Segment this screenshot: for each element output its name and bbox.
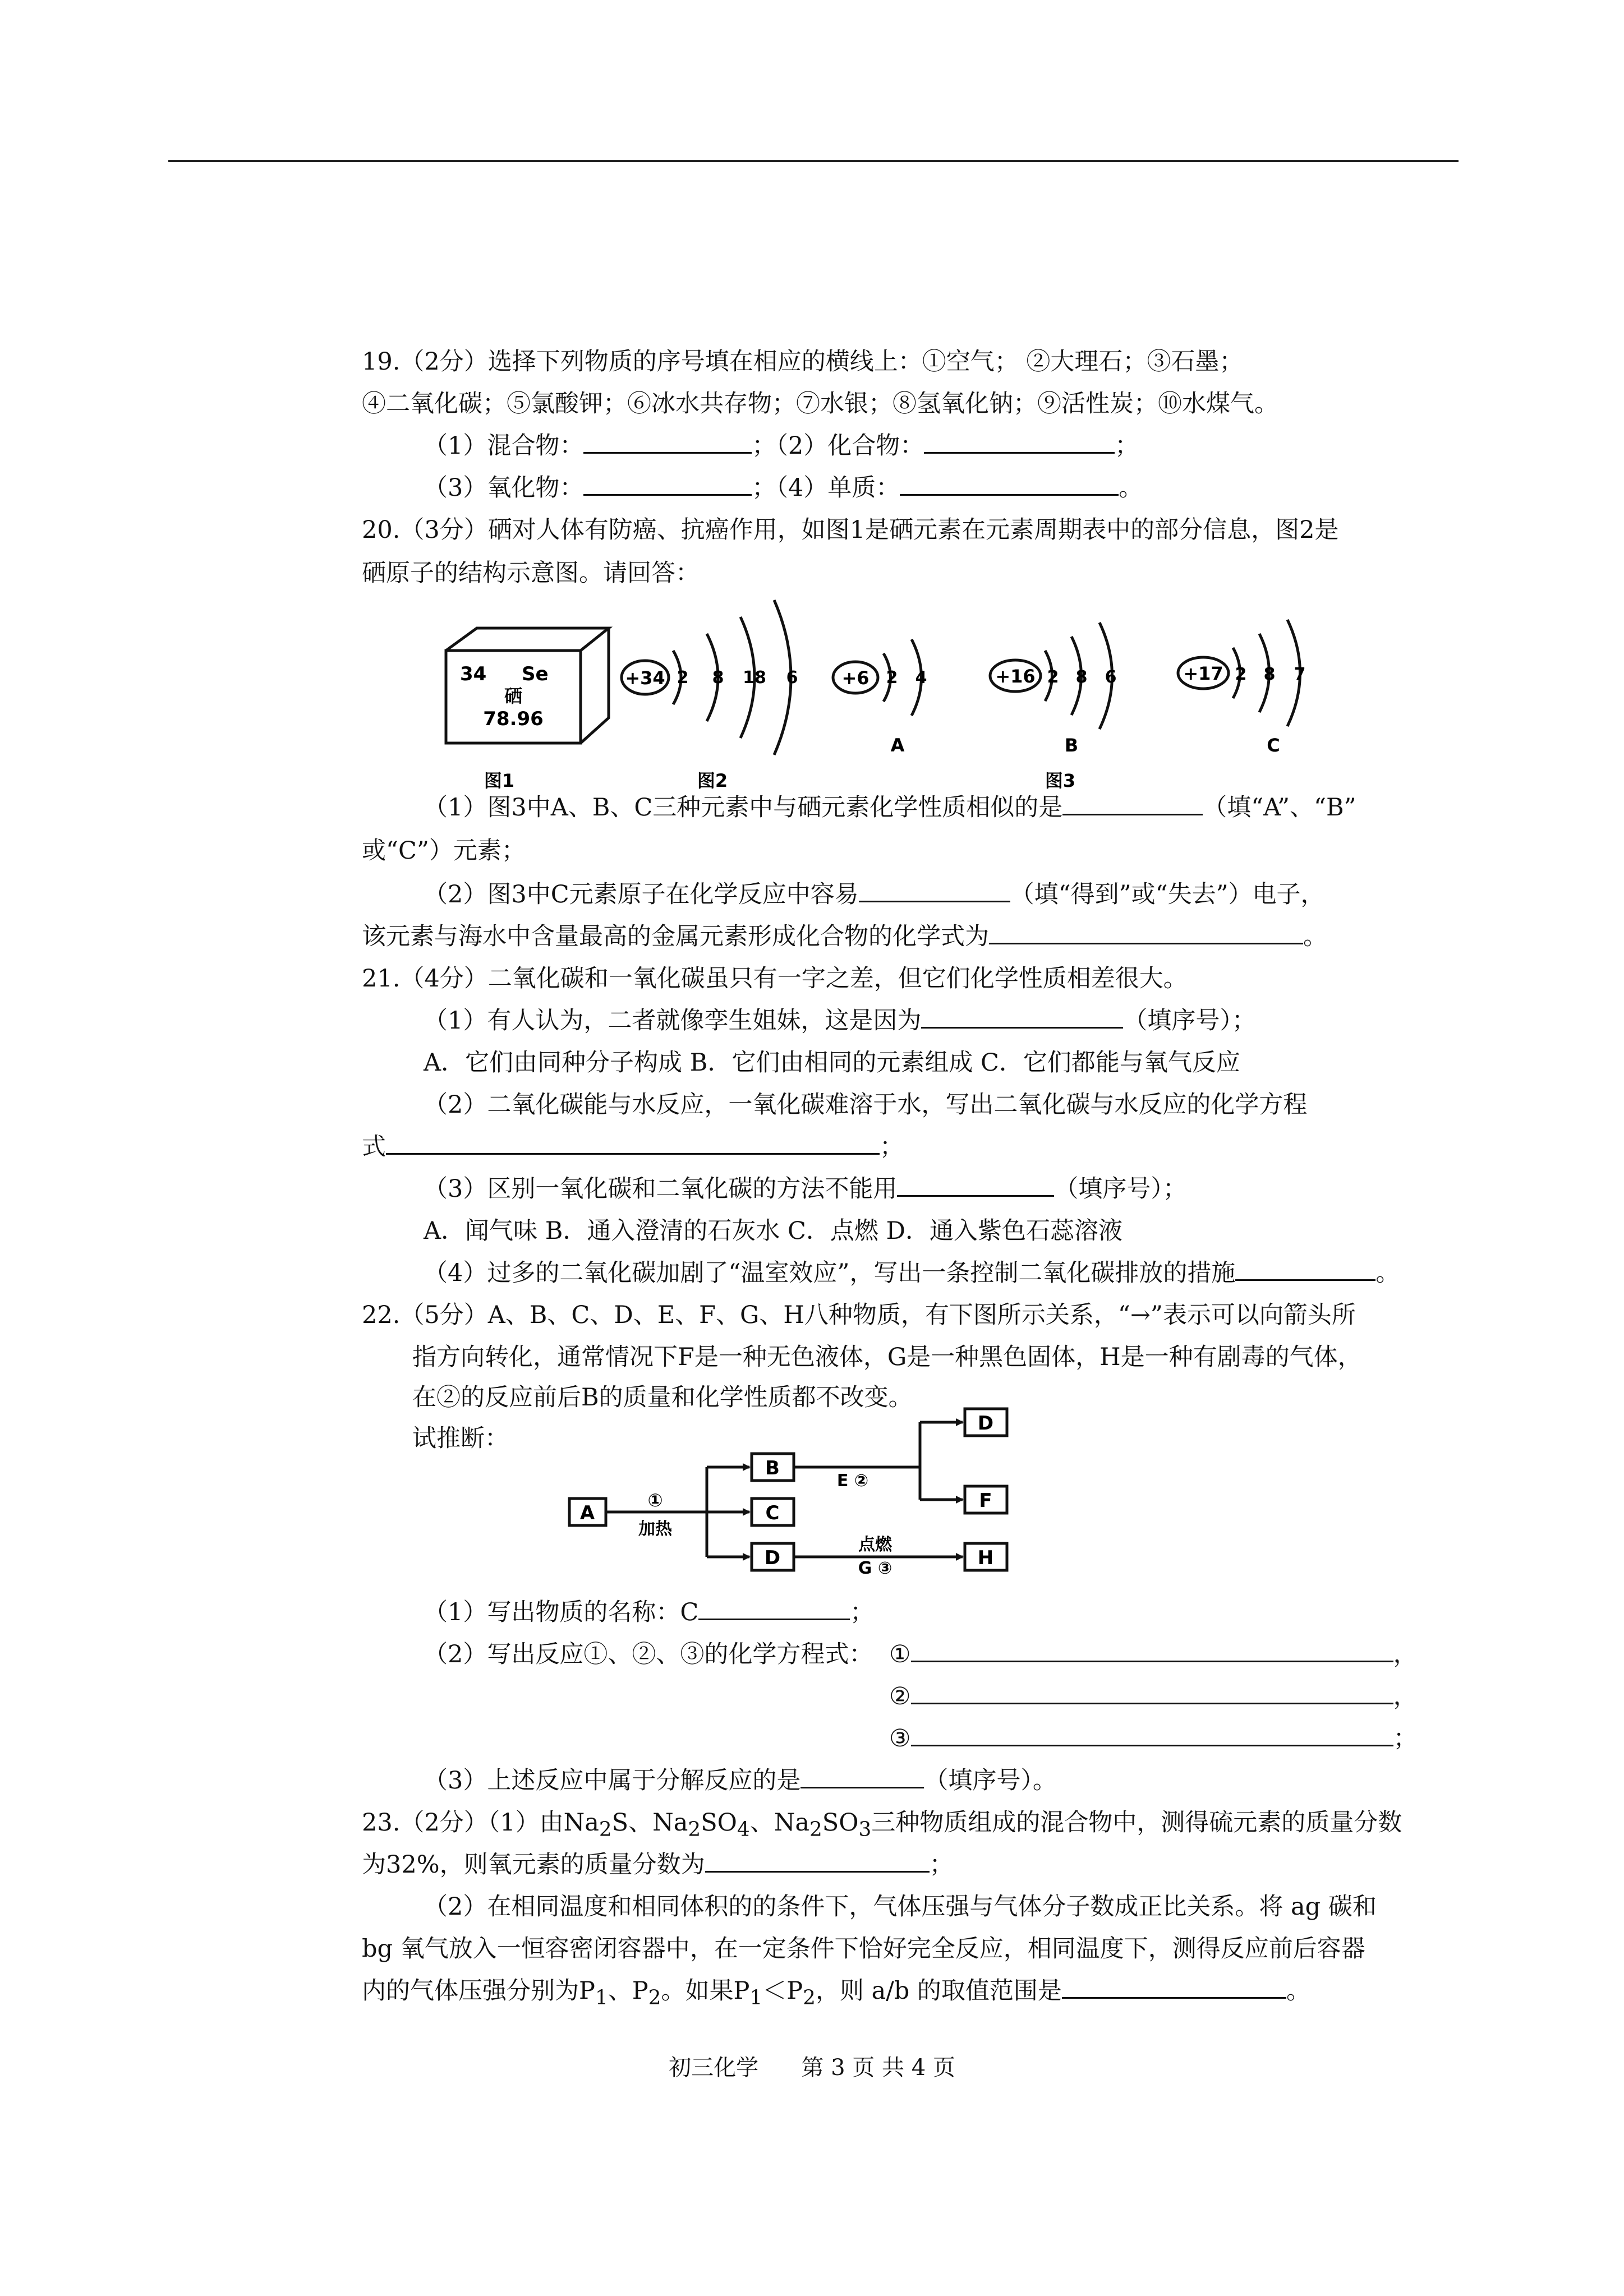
q23-l1a: 23.（2分）（1）由Na (362, 1809, 599, 1837)
q23-l5-end: 。 (1286, 1977, 1310, 2005)
q19-line1: 19.（2分）选择下列物质的序号填在相应的横线上：①空气； ②大理石；③石墨； (362, 348, 1244, 376)
q23-psub4: 2 (803, 1986, 816, 2009)
q23-line1 (362, 1806, 1402, 1847)
q22-line4: 试推断： (412, 1424, 509, 1453)
q19-mixture-label: （1）混合物： (424, 432, 584, 460)
q20-p1-cont: 或“C”）元素； (362, 837, 526, 865)
q20-p2-cont (362, 920, 1327, 953)
q22-eq2-end: ， (1393, 1682, 1418, 1711)
q22-eq3-blank[interactable] (911, 1722, 1393, 1746)
fig3-caption: 图3 (1045, 770, 1076, 791)
q23-l1d: 、Na (749, 1809, 809, 1837)
q23-sub4: 2 (809, 1818, 822, 1841)
atom-c-label: C (1267, 735, 1280, 756)
q22-eq3-num: ③ (889, 1725, 911, 1753)
q23-sub2: 2 (688, 1818, 701, 1841)
q23-sub1: 2 (599, 1818, 612, 1841)
atom-c-diagram (1178, 620, 1305, 756)
q22-c-name-blank[interactable] (698, 1596, 850, 1620)
q22-decomposition-blank[interactable] (801, 1764, 924, 1788)
element-mass: 78.96 (483, 708, 544, 730)
q23-l1b: S、Na (611, 1809, 688, 1837)
page-footer (0, 2050, 1624, 2082)
q21-measure-blank[interactable] (1235, 1257, 1375, 1281)
q20-formula-blank[interactable] (989, 920, 1303, 944)
q20-p1-text: （1）图3中A、B、C三种元素中与硒元素化学性质相似的是 (424, 794, 1063, 822)
edge1-condition: 加热 (638, 1519, 672, 1539)
q22-eq2 (889, 1680, 1418, 1713)
q19-element-label: ；（4）单质： (752, 474, 900, 502)
q22-p1-text: （1）写出物质的名称：C (424, 1598, 699, 1626)
q21-p1-text: （1）有人认为，二者就像孪生姐妹，这是因为 (424, 1007, 922, 1035)
atom-a-shell-2: 4 (915, 668, 927, 688)
atom-a-label: A (890, 735, 905, 756)
edge3-condition: 点燃 (858, 1535, 892, 1555)
q23-l1c: SO (701, 1809, 737, 1837)
q21-p2: （2）二氧化碳能与水反应，一氧化碳难溶于水，写出二氧化碳与水反应的化学方程 (424, 1091, 1308, 1119)
q19-compound-label: ；（2）化合物： (752, 432, 924, 460)
atom-b-label: B (1064, 735, 1079, 756)
footer-page: 第 3 页 共 4 页 (801, 2055, 955, 2081)
q23-l5d: ＜P (762, 1977, 803, 2005)
edge3-label: G ③ (858, 1559, 892, 1578)
q19-sub2 (424, 471, 1143, 505)
edge2-label: E ② (836, 1471, 869, 1491)
fig2-caption: 图2 (697, 770, 728, 791)
node-c: C (765, 1502, 780, 1524)
q23-l1f: 三种物质组成的混合物中，测得硫元素的质量分数 (871, 1809, 1402, 1837)
q22-p1-end: ； (850, 1598, 875, 1626)
q23-l2a: 为32%，则氧元素的质量分数为 (362, 1851, 705, 1879)
node-f: F (979, 1490, 992, 1512)
q23-l5a: 内的气体压强分别为P (362, 1977, 595, 2005)
q23-range-blank[interactable] (1062, 1975, 1286, 1999)
se-shell-4: 6 (786, 668, 798, 688)
q19-element-blank[interactable] (900, 472, 1119, 496)
q22-p2: （2）写出反应①、②、③的化学方程式： (424, 1640, 873, 1668)
q20-p2 (424, 878, 1325, 911)
atom-c-shell-1: 2 (1235, 665, 1247, 684)
q21-equation-blank[interactable] (386, 1131, 880, 1155)
q22-line2: 指方向转化，通常情况下F是一种无色液体，G是一种黑色固体，H是一种有剧毒的气体， (412, 1343, 1362, 1371)
q21-p2-cont (362, 1130, 904, 1164)
q23-sub5: 3 (858, 1818, 872, 1841)
q20-p1 (424, 791, 1356, 824)
q21-p1 (424, 1004, 1256, 1038)
q22-eq2-num: ② (889, 1682, 911, 1711)
q22-p3 (424, 1764, 1057, 1797)
atom-c-shell-2: 8 (1263, 665, 1276, 684)
node-d2: D (977, 1412, 994, 1435)
q20-similar-blank[interactable] (1062, 791, 1203, 815)
q21-p4-text: （4）过多的二氧化碳加剧了“温室效应”，写出一条控制二氧化碳排放的措施 (424, 1259, 1236, 1287)
q19-oxide-label: （3）氧化物： (424, 474, 584, 502)
q20-p2c-text: 该元素与海水中含量最高的金属元素形成化合物的化学式为 (362, 923, 989, 951)
header-rule (168, 160, 1459, 162)
q22-eq1 (889, 1638, 1418, 1671)
q21-p3-options: A．闻气味 B．通入澄清的石灰水 C．点燃 D．通入紫色石蕊溶液 (424, 1217, 1123, 1245)
q20-figure (438, 594, 1346, 796)
q19-compound-blank[interactable] (924, 430, 1115, 454)
node-d: D (764, 1547, 781, 1569)
q19-sub1 (424, 429, 1139, 463)
atom-a-diagram (833, 639, 927, 756)
q21-p3-text: （3）区别一氧化碳和二氧化碳的方法不能用 (424, 1175, 898, 1203)
q20-line2: 硒原子的结构示意图。请回答： (362, 559, 700, 587)
atom-c-nucleus: +17 (1183, 663, 1223, 684)
q22-eq2-blank[interactable] (911, 1680, 1393, 1704)
se-shell-2: 8 (712, 668, 724, 688)
q23-line2 (362, 1848, 954, 1882)
q23-l5e: ，则 a/b 的取值范围是 (815, 1977, 1062, 2005)
q21-line1: 21.（4分）二氧化碳和一氧化碳虽只有一字之差，但它们化学性质相差很大。 (362, 965, 1188, 993)
q22-eq3 (889, 1722, 1418, 1755)
q21-p1-options: A．它们由同种分子构成 B．它们由相同的元素组成 C．它们都能与氧气反应 (424, 1049, 1240, 1077)
q22-eq1-blank[interactable] (911, 1638, 1393, 1662)
q20-electron-blank[interactable] (859, 878, 1010, 902)
q23-psub1: 1 (595, 1986, 608, 2009)
q21-twins-blank[interactable] (921, 1004, 1123, 1029)
se-shell-3: 18 (743, 668, 766, 688)
q20-p1-hint: （填“A”、“B” (1203, 794, 1356, 822)
q23-l5b: 、P (608, 1977, 648, 2005)
q19-oxide-blank[interactable] (583, 472, 752, 496)
element-symbol: Se (522, 663, 549, 685)
q19-mixture-blank[interactable] (583, 430, 752, 454)
q19-sub1-end: ； (1115, 432, 1139, 460)
q20-line1: 20.（3分）硒对人体有防癌、抗癌作用，如图1是硒元素在元素周期表中的部分信息，图2是 (362, 516, 1339, 544)
element-name: 硒 (504, 685, 523, 707)
atom-a-shell-1: 2 (886, 668, 898, 688)
node-b: B (765, 1457, 780, 1479)
node-a: A (579, 1502, 595, 1524)
q23-l1e: SO (822, 1809, 859, 1837)
q23-psub3: 1 (749, 1986, 763, 2009)
q23-l2-end: ； (929, 1851, 954, 1879)
atom-b-nucleus: +16 (995, 666, 1036, 687)
q21-p3-hint: （填序号）； (1054, 1175, 1187, 1203)
q22-p1 (424, 1596, 874, 1629)
q22-p3-hint: （填序号）。 (924, 1767, 1057, 1795)
atom-b-shell-2: 8 (1075, 667, 1088, 687)
q22-eq3-end: ； (1393, 1725, 1418, 1753)
se-shell-1: 2 (677, 668, 689, 688)
q23-line4: bg 氧气放入一恒容密闭容器中，在一定条件下恰好完全反应，相同温度下，测得反应前后容器 (362, 1935, 1365, 1963)
q21-p2b-text: 式 (362, 1133, 386, 1161)
footer-subject: 初三化学 (669, 2055, 759, 2081)
q23-line3: （2）在相同温度和相同体积的的条件下，气体压强与气体分子数成正比关系。将 ag 碳和 (424, 1893, 1377, 1921)
q21-method-blank[interactable] (897, 1173, 1054, 1197)
atom-b-diagram (990, 623, 1116, 756)
q19-line2: ④二氧化碳；⑤氯酸钾；⑥冰水共存物；⑦水银；⑧氢氧化钠；⑨活性炭；⑩水煤气。 (362, 390, 1278, 418)
atom-c-shell-3: 7 (1294, 665, 1306, 684)
q22-eq1-num: ① (889, 1640, 911, 1668)
node-h: H (977, 1547, 994, 1569)
q22-eq1-end: ， (1393, 1640, 1418, 1668)
q21-p2-end: ； (880, 1133, 904, 1161)
q21-p3 (424, 1172, 1187, 1206)
q19-sub2-end: 。 (1119, 474, 1143, 502)
q21-p4-end: 。 (1375, 1259, 1400, 1287)
q23-sub3: 4 (737, 1818, 750, 1841)
q23-line5 (362, 1974, 1310, 2015)
q23-oxygen-blank[interactable] (705, 1848, 930, 1873)
atom-b-shell-1: 2 (1047, 667, 1059, 687)
se-nucleus: +34 (625, 667, 665, 689)
q22-line3: 在②的反应前后B的质量和化学性质都不改变。 (412, 1384, 913, 1412)
q23-psub2: 2 (648, 1986, 661, 2009)
fig1-caption: 图1 (484, 770, 515, 791)
q22-p3-text: （3）上述反应中属于分解反应的是 (424, 1767, 801, 1795)
edge1-label: ① (647, 1490, 663, 1511)
q20-p2-text: （2）图3中C元素原子在化学反应中容易 (424, 880, 859, 909)
q20-p2-hint: （填“得到”或“失去”）电子， (1010, 880, 1325, 909)
q22-flow-diagram (561, 1402, 1043, 1582)
atom-b-shell-3: 6 (1105, 667, 1117, 687)
q22-line1: 22.（5分）A、B、C、D、E、F、G、H八种物质，有下图所示关系，“→”表示可以向箭头所 (362, 1301, 1356, 1329)
q21-p4 (424, 1256, 1400, 1290)
q21-p1-hint: （填序号）； (1123, 1007, 1256, 1035)
se-atom-diagram (622, 600, 798, 755)
q23-l5c: 。如果P (661, 1977, 750, 2005)
atom-a-nucleus: +6 (841, 667, 869, 689)
element-number: 34 (460, 663, 487, 685)
q20-p2-end: 。 (1303, 923, 1327, 951)
